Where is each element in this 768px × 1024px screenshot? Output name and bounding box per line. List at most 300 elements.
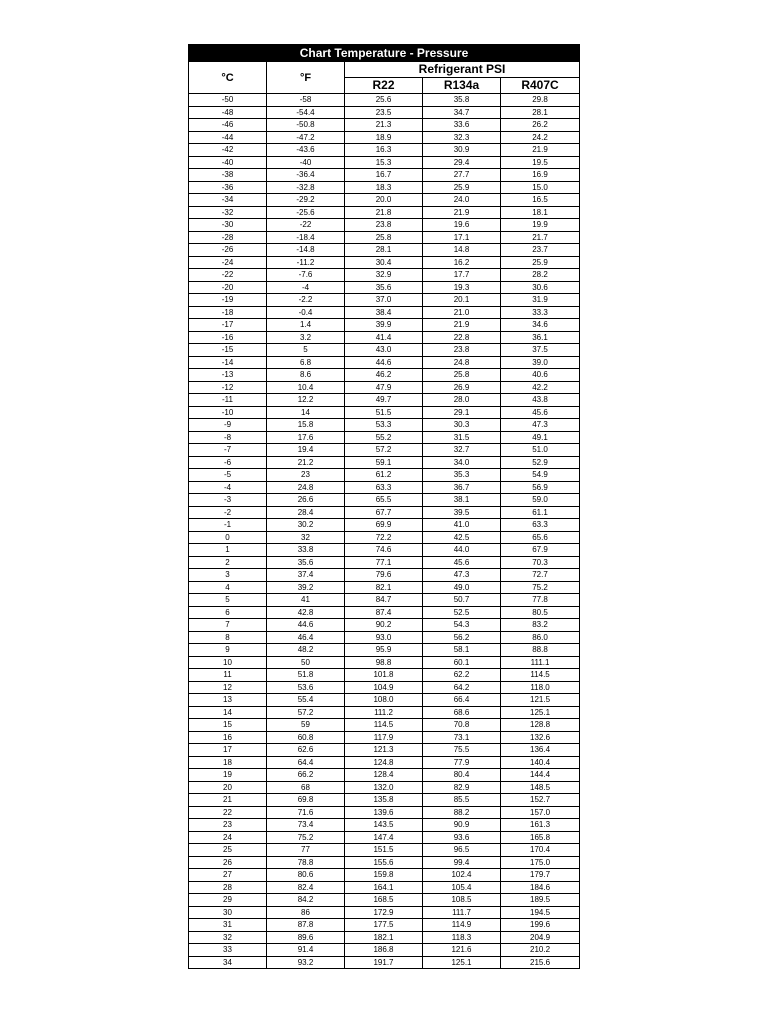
r22-cell: 41.4: [345, 331, 423, 344]
celsius-cell: -5: [189, 469, 267, 482]
fahrenheit-cell: 15.8: [267, 419, 345, 432]
table-row: [189, 131, 580, 144]
r134a-cell: 73.1: [423, 731, 501, 744]
r407c-cell: 114.5: [501, 669, 580, 682]
fahrenheit-cell: 3.2: [267, 331, 345, 344]
fahrenheit-header: °F: [267, 62, 345, 94]
r22-cell: 143.5: [345, 819, 423, 832]
table-row: [189, 881, 580, 894]
r134a-cell: 24.8: [423, 356, 501, 369]
r22-cell: 111.2: [345, 706, 423, 719]
r407c-cell: 125.1: [501, 706, 580, 719]
r407c-cell: 136.4: [501, 744, 580, 757]
r407c-cell: 111.1: [501, 656, 580, 669]
r22-cell: 59.1: [345, 456, 423, 469]
r407c-cell: 45.6: [501, 406, 580, 419]
celsius-cell: 13: [189, 694, 267, 707]
r134a-cell: 32.7: [423, 444, 501, 457]
r22-cell: 77.1: [345, 556, 423, 569]
celsius-cell: -46: [189, 119, 267, 132]
r407c-cell: 19.5: [501, 156, 580, 169]
r134a-cell: 108.5: [423, 894, 501, 907]
chart-title: Chart Temperature - Pressure: [189, 45, 580, 62]
celsius-cell: 12: [189, 681, 267, 694]
table-row: [189, 306, 580, 319]
table-row: [189, 431, 580, 444]
fahrenheit-cell: -54.4: [267, 106, 345, 119]
celsius-cell: 32: [189, 931, 267, 944]
table-row: [189, 794, 580, 807]
celsius-cell: 8: [189, 631, 267, 644]
r407c-cell: 21.9: [501, 144, 580, 157]
table-row: [189, 331, 580, 344]
fahrenheit-cell: 84.2: [267, 894, 345, 907]
table-row: [189, 906, 580, 919]
r22-cell: 177.5: [345, 919, 423, 932]
r407c-cell: 16.9: [501, 169, 580, 182]
table-row: [189, 944, 580, 957]
celsius-cell: -34: [189, 194, 267, 207]
fahrenheit-cell: 5: [267, 344, 345, 357]
table-row: [189, 706, 580, 719]
celsius-cell: -13: [189, 369, 267, 382]
fahrenheit-cell: -25.6: [267, 206, 345, 219]
table-row: [189, 931, 580, 944]
fahrenheit-cell: 33.8: [267, 544, 345, 557]
r134a-cell: 35.8: [423, 94, 501, 107]
r22-cell: 65.5: [345, 494, 423, 507]
r407c-cell: 40.6: [501, 369, 580, 382]
temperature-pressure-table: [188, 44, 580, 969]
r134a-cell: 41.0: [423, 519, 501, 532]
r134a-cell: 19.3: [423, 281, 501, 294]
r134a-cell: 111.7: [423, 906, 501, 919]
r134a-cell: 45.6: [423, 556, 501, 569]
table-row: [189, 294, 580, 307]
r22-cell: 67.7: [345, 506, 423, 519]
r22-header: R22: [345, 78, 423, 94]
table-row: [189, 544, 580, 557]
celsius-cell: 10: [189, 656, 267, 669]
r22-cell: 101.8: [345, 669, 423, 682]
r134a-cell: 54.3: [423, 619, 501, 632]
fahrenheit-cell: -2.2: [267, 294, 345, 307]
fahrenheit-cell: 42.8: [267, 606, 345, 619]
r134a-cell: 96.5: [423, 844, 501, 857]
fahrenheit-cell: 73.4: [267, 819, 345, 832]
r22-cell: 182.1: [345, 931, 423, 944]
r407c-cell: 15.0: [501, 181, 580, 194]
r407c-cell: 80.5: [501, 606, 580, 619]
fahrenheit-cell: 39.2: [267, 581, 345, 594]
r407c-cell: 210.2: [501, 944, 580, 957]
table-row: [189, 206, 580, 219]
celsius-cell: -48: [189, 106, 267, 119]
celsius-cell: -16: [189, 331, 267, 344]
r22-cell: 20.0: [345, 194, 423, 207]
celsius-cell: 33: [189, 944, 267, 957]
r134a-cell: 34.0: [423, 456, 501, 469]
celsius-cell: 31: [189, 919, 267, 932]
fahrenheit-cell: 87.8: [267, 919, 345, 932]
fahrenheit-cell: -7.6: [267, 269, 345, 282]
r22-cell: 95.9: [345, 644, 423, 657]
celsius-cell: -9: [189, 419, 267, 432]
r134a-cell: 22.8: [423, 331, 501, 344]
r22-cell: 55.2: [345, 431, 423, 444]
table-row: [189, 531, 580, 544]
r407c-cell: 59.0: [501, 494, 580, 507]
r407c-cell: 52.9: [501, 456, 580, 469]
fahrenheit-cell: 50: [267, 656, 345, 669]
fahrenheit-cell: -32.8: [267, 181, 345, 194]
fahrenheit-cell: 51.8: [267, 669, 345, 682]
r134a-cell: 29.4: [423, 156, 501, 169]
r22-cell: 168.5: [345, 894, 423, 907]
r134a-cell: 80.4: [423, 769, 501, 782]
celsius-cell: 20: [189, 781, 267, 794]
celsius-cell: -22: [189, 269, 267, 282]
celsius-cell: -36: [189, 181, 267, 194]
table-row: [189, 744, 580, 757]
table-row: [189, 756, 580, 769]
r134a-cell: 35.3: [423, 469, 501, 482]
r134a-cell: 32.3: [423, 131, 501, 144]
fahrenheit-cell: 8.6: [267, 369, 345, 382]
r407c-cell: 19.9: [501, 219, 580, 232]
table-row: [189, 381, 580, 394]
table-row: [189, 519, 580, 532]
r22-cell: 46.2: [345, 369, 423, 382]
r407c-cell: 43.8: [501, 394, 580, 407]
celsius-cell: -17: [189, 319, 267, 332]
r407c-cell: 161.3: [501, 819, 580, 832]
r407c-cell: 189.5: [501, 894, 580, 907]
r22-cell: 139.6: [345, 806, 423, 819]
r22-cell: 186.8: [345, 944, 423, 957]
r134a-cell: 28.0: [423, 394, 501, 407]
refrigerant-psi-header: Refrigerant PSI: [345, 62, 580, 78]
r134a-cell: 42.5: [423, 531, 501, 544]
r407c-cell: 215.6: [501, 956, 580, 969]
table-row: [189, 594, 580, 607]
r407c-cell: 37.5: [501, 344, 580, 357]
table-row: [189, 644, 580, 657]
r22-cell: 44.6: [345, 356, 423, 369]
r22-cell: 18.3: [345, 181, 423, 194]
table-row: [189, 356, 580, 369]
r407c-cell: 77.8: [501, 594, 580, 607]
celsius-cell: -11: [189, 394, 267, 407]
r407c-cell: 118.0: [501, 681, 580, 694]
table-row: [189, 406, 580, 419]
fahrenheit-cell: 53.6: [267, 681, 345, 694]
r22-cell: 21.3: [345, 119, 423, 132]
fahrenheit-cell: 89.6: [267, 931, 345, 944]
r407c-cell: 204.9: [501, 931, 580, 944]
fahrenheit-cell: 12.2: [267, 394, 345, 407]
table-row: [189, 94, 580, 107]
r407c-cell: 34.6: [501, 319, 580, 332]
celsius-cell: 18: [189, 756, 267, 769]
celsius-cell: 29: [189, 894, 267, 907]
r407c-cell: 54.9: [501, 469, 580, 482]
celsius-cell: -24: [189, 256, 267, 269]
celsius-cell: 5: [189, 594, 267, 607]
celsius-cell: -30: [189, 219, 267, 232]
table-row: [189, 869, 580, 882]
r22-cell: 28.1: [345, 244, 423, 257]
r22-cell: 35.6: [345, 281, 423, 294]
r407c-cell: 67.9: [501, 544, 580, 557]
r22-cell: 124.8: [345, 756, 423, 769]
table-row: [189, 156, 580, 169]
r134a-cell: 121.6: [423, 944, 501, 957]
r407c-cell: 179.7: [501, 869, 580, 882]
r22-cell: 98.8: [345, 656, 423, 669]
fahrenheit-cell: 57.2: [267, 706, 345, 719]
r22-cell: 84.7: [345, 594, 423, 607]
r407c-cell: 194.5: [501, 906, 580, 919]
r22-cell: 47.9: [345, 381, 423, 394]
table-row: [189, 719, 580, 732]
r134a-cell: 21.0: [423, 306, 501, 319]
r407c-cell: 132.6: [501, 731, 580, 744]
r407c-cell: 148.5: [501, 781, 580, 794]
fahrenheit-cell: 82.4: [267, 881, 345, 894]
table-row: [189, 656, 580, 669]
table-row: [189, 781, 580, 794]
r407c-cell: 144.4: [501, 769, 580, 782]
r134a-cell: 56.2: [423, 631, 501, 644]
fahrenheit-cell: -29.2: [267, 194, 345, 207]
r22-cell: 16.7: [345, 169, 423, 182]
r407c-cell: 47.3: [501, 419, 580, 432]
r22-cell: 114.5: [345, 719, 423, 732]
r22-cell: 104.9: [345, 681, 423, 694]
r134a-cell: 60.1: [423, 656, 501, 669]
r407c-cell: 83.2: [501, 619, 580, 632]
r134a-cell: 58.1: [423, 644, 501, 657]
celsius-cell: 24: [189, 831, 267, 844]
celsius-cell: -42: [189, 144, 267, 157]
celsius-cell: 4: [189, 581, 267, 594]
r407c-cell: 65.6: [501, 531, 580, 544]
r134a-cell: 30.9: [423, 144, 501, 157]
celsius-cell: -4: [189, 481, 267, 494]
table-row: [189, 506, 580, 519]
r22-cell: 23.5: [345, 106, 423, 119]
celsius-cell: -14: [189, 356, 267, 369]
table-row: [189, 856, 580, 869]
r407c-cell: 33.3: [501, 306, 580, 319]
fahrenheit-cell: -4: [267, 281, 345, 294]
r407c-cell: 28.2: [501, 269, 580, 282]
fahrenheit-cell: 80.6: [267, 869, 345, 882]
table-row: [189, 894, 580, 907]
r22-cell: 23.8: [345, 219, 423, 232]
celsius-header: °C: [189, 62, 267, 94]
r134a-cell: 25.8: [423, 369, 501, 382]
r134a-cell: 47.3: [423, 569, 501, 582]
table-row: [189, 169, 580, 182]
r407c-cell: 51.0: [501, 444, 580, 457]
r407c-cell: 184.6: [501, 881, 580, 894]
r134a-cell: 118.3: [423, 931, 501, 944]
celsius-cell: 23: [189, 819, 267, 832]
r134a-cell: 64.2: [423, 681, 501, 694]
r407c-cell: 199.6: [501, 919, 580, 932]
r22-cell: 147.4: [345, 831, 423, 844]
table-row: [189, 269, 580, 282]
fahrenheit-cell: 24.8: [267, 481, 345, 494]
r22-cell: 172.9: [345, 906, 423, 919]
r407c-cell: 63.3: [501, 519, 580, 532]
r134a-header: R134a: [423, 78, 501, 94]
r134a-cell: 38.1: [423, 494, 501, 507]
fahrenheit-cell: 69.8: [267, 794, 345, 807]
r22-cell: 151.5: [345, 844, 423, 857]
celsius-cell: 14: [189, 706, 267, 719]
fahrenheit-cell: 75.2: [267, 831, 345, 844]
table-row: [189, 769, 580, 782]
fahrenheit-cell: 30.2: [267, 519, 345, 532]
r134a-cell: 16.2: [423, 256, 501, 269]
r134a-cell: 85.5: [423, 794, 501, 807]
table-row: [189, 956, 580, 969]
table-row: [189, 369, 580, 382]
table-row: [189, 181, 580, 194]
r407c-cell: 88.8: [501, 644, 580, 657]
r134a-cell: 52.5: [423, 606, 501, 619]
r134a-cell: 33.6: [423, 119, 501, 132]
r22-cell: 18.9: [345, 131, 423, 144]
r134a-cell: 25.9: [423, 181, 501, 194]
r22-cell: 15.3: [345, 156, 423, 169]
r134a-cell: 68.6: [423, 706, 501, 719]
fahrenheit-cell: 68: [267, 781, 345, 794]
celsius-cell: 7: [189, 619, 267, 632]
celsius-cell: -32: [189, 206, 267, 219]
table-row: [189, 244, 580, 257]
r22-cell: 108.0: [345, 694, 423, 707]
fahrenheit-cell: 32: [267, 531, 345, 544]
r134a-cell: 26.9: [423, 381, 501, 394]
temperature-pressure-chart: [188, 44, 579, 969]
celsius-cell: -28: [189, 231, 267, 244]
table-row: [189, 106, 580, 119]
r134a-cell: 105.4: [423, 881, 501, 894]
r407c-cell: 152.7: [501, 794, 580, 807]
r134a-cell: 17.1: [423, 231, 501, 244]
table-body: [189, 94, 580, 969]
table-row: [189, 694, 580, 707]
r22-cell: 25.6: [345, 94, 423, 107]
celsius-cell: -10: [189, 406, 267, 419]
fahrenheit-cell: 21.2: [267, 456, 345, 469]
r407c-cell: 61.1: [501, 506, 580, 519]
r407c-cell: 31.9: [501, 294, 580, 307]
celsius-cell: 2: [189, 556, 267, 569]
fahrenheit-cell: -22: [267, 219, 345, 232]
table-row: [189, 194, 580, 207]
r407c-cell: 29.8: [501, 94, 580, 107]
table-row: [189, 469, 580, 482]
fahrenheit-cell: -47.2: [267, 131, 345, 144]
celsius-cell: 6: [189, 606, 267, 619]
r134a-cell: 49.0: [423, 581, 501, 594]
r134a-cell: 27.7: [423, 169, 501, 182]
r407c-cell: 26.2: [501, 119, 580, 132]
r407c-cell: 16.5: [501, 194, 580, 207]
r407c-cell: 157.0: [501, 806, 580, 819]
table-row: [189, 806, 580, 819]
r22-cell: 49.7: [345, 394, 423, 407]
celsius-cell: 16: [189, 731, 267, 744]
table-row: [189, 831, 580, 844]
r407c-cell: 165.8: [501, 831, 580, 844]
table-row: [189, 581, 580, 594]
celsius-cell: 21: [189, 794, 267, 807]
r134a-cell: 50.7: [423, 594, 501, 607]
r407c-cell: 128.8: [501, 719, 580, 732]
r134a-cell: 23.8: [423, 344, 501, 357]
r407c-cell: 42.2: [501, 381, 580, 394]
r22-cell: 57.2: [345, 444, 423, 457]
table-row: [189, 456, 580, 469]
table-row: [189, 556, 580, 569]
table-row: [189, 444, 580, 457]
fahrenheit-cell: 44.6: [267, 619, 345, 632]
table-row: [189, 281, 580, 294]
table-row: [189, 494, 580, 507]
r407c-cell: 25.9: [501, 256, 580, 269]
table-row: [189, 919, 580, 932]
celsius-cell: 25: [189, 844, 267, 857]
r134a-cell: 30.3: [423, 419, 501, 432]
table-row: [189, 606, 580, 619]
r134a-cell: 31.5: [423, 431, 501, 444]
fahrenheit-cell: 37.4: [267, 569, 345, 582]
table-row: [189, 631, 580, 644]
r22-cell: 72.2: [345, 531, 423, 544]
r22-cell: 53.3: [345, 419, 423, 432]
r407c-cell: 75.2: [501, 581, 580, 594]
r134a-cell: 62.2: [423, 669, 501, 682]
r134a-cell: 70.8: [423, 719, 501, 732]
table-row: [189, 256, 580, 269]
r22-cell: 93.0: [345, 631, 423, 644]
r22-cell: 63.3: [345, 481, 423, 494]
r22-cell: 191.7: [345, 956, 423, 969]
fahrenheit-cell: 35.6: [267, 556, 345, 569]
fahrenheit-cell: 41: [267, 594, 345, 607]
table-row: [189, 569, 580, 582]
r134a-cell: 24.0: [423, 194, 501, 207]
fahrenheit-cell: 6.8: [267, 356, 345, 369]
celsius-cell: 22: [189, 806, 267, 819]
celsius-cell: -3: [189, 494, 267, 507]
celsius-cell: 1: [189, 544, 267, 557]
fahrenheit-cell: -43.6: [267, 144, 345, 157]
table-row: [189, 619, 580, 632]
celsius-cell: -2: [189, 506, 267, 519]
fahrenheit-cell: 86: [267, 906, 345, 919]
r134a-cell: 75.5: [423, 744, 501, 757]
r407c-cell: 21.7: [501, 231, 580, 244]
table-row: [189, 844, 580, 857]
celsius-cell: -38: [189, 169, 267, 182]
